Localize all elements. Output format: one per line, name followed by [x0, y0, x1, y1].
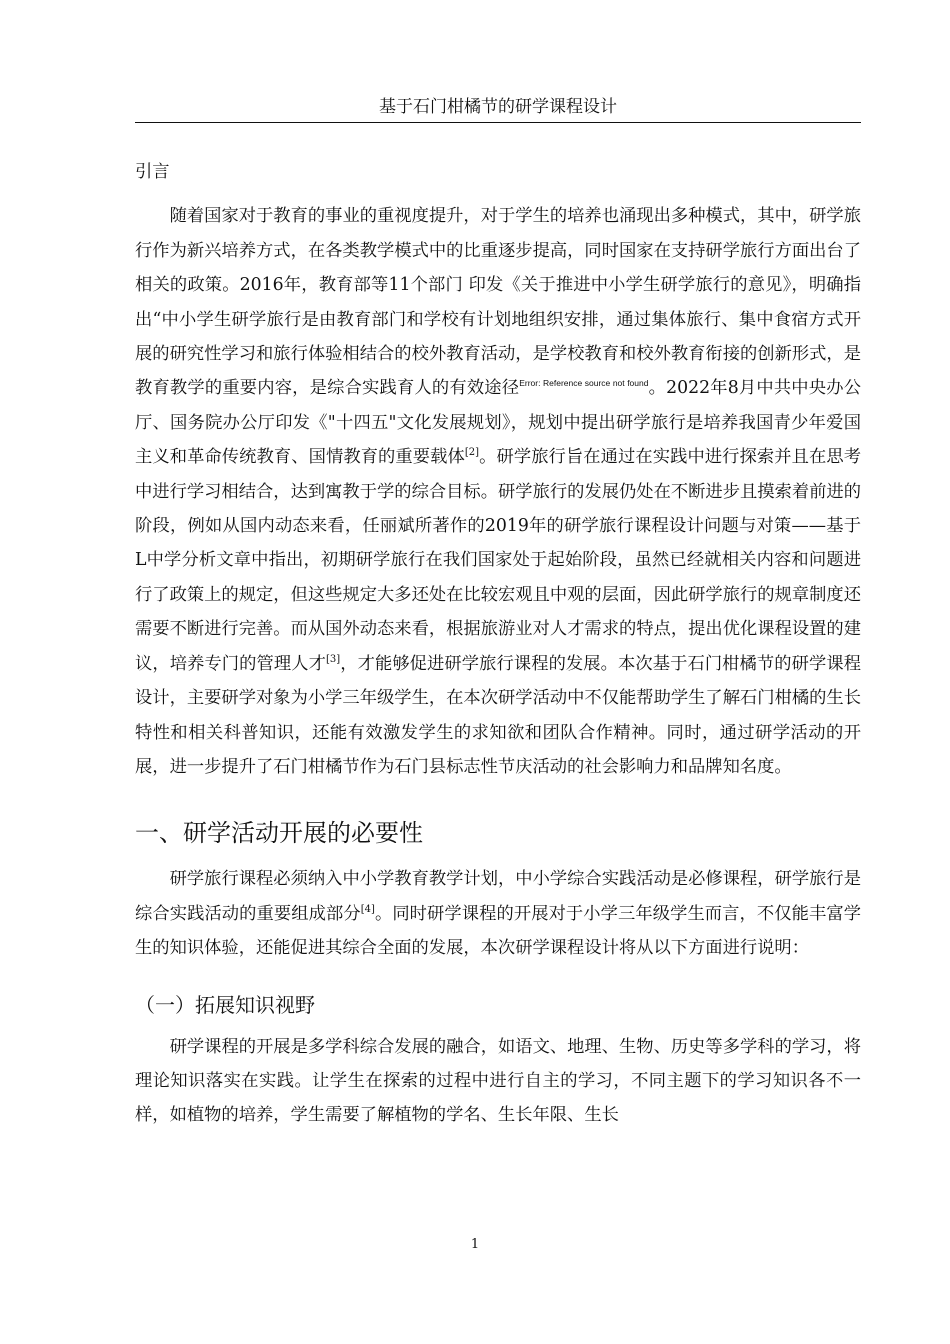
- intro-text-1: 随着国家对于教育的事业的重视度提升，对于学生的培养也涌现出多种模式，其中，研学旅行作为新兴培养方式，在各类教学模式中的比重逐步提高，同时国家在支持研学旅行方面出台了相关的政策。2016年，教育部等11个部门 印发《关于推进中小学生研学旅行的意见》，明确指出“中小学生研学旅行是由教育部门和学校有计划地组织安排，通过集体旅行、集中食宿方式开展的研究性学习和旅行体验相结合的校外教育活动，是学校教育和校外教育衔接的创新形式，是教育教学的重要内容，是综合实践育人的有效途径: [135, 206, 861, 399]
- intro-text-3: 。研学旅行旨在通过在实践中进行探索并且在思考中进行学习相结合，达到寓教于学的综合目标。研学旅行的发展仍处在不断进步且摸索着前进的阶段，例如从国内动态来看，任丽斌所著作的2019年的研学旅行课程设计问题与对策——基于L中学分析文章中指出，初期研学旅行在我们国家处于起始阶段，虽然已经就相关内容和问题进行了政策上的规定，但这些规定大多还处在比较宏观且中观的层面，因此研学旅行的规章制度还需要不断进行完善。而从国外动态来看，根据旅游业对人才需求的特点，提出优化课程设置的建议，培养专门的管理人才: [135, 447, 861, 674]
- citation-3: [3]: [325, 653, 341, 665]
- intro-label: 引言: [135, 162, 170, 182]
- intro-paragraph: [135, 199, 861, 784]
- subsection-paragraph: 研学课程的开展是多学科综合发展的融合，如语文、地理、生物、历史等多学科的学习，将理论知识落实在实践。让学生在探索的过程中进行自主的学习，不同主题下的学习知识各不一样，如植物的培养，学生需要了解植物的学名、生长年限、生长: [135, 1036, 861, 1126]
- header-title: 基于石门柑橘节的研学课程设计: [379, 97, 617, 117]
- page-number: 1: [470, 1237, 480, 1252]
- section-text-1: 研学旅行课程必须纳入中小学教育教学计划，中小学综合实践活动是必修课程，研学旅行是综合实践活动的重要组成部分: [135, 869, 861, 924]
- citation-2: [2]: [464, 447, 480, 459]
- intro-text-4: ，才能够促进研学旅行课程的发展。本次基于石门柑橘节的研学课程设计，主要研学对象为小学三年级学生，在本次研学活动中不仅能帮助学生了解石门柑橘的生长特性和相关科普知识，还能有效激发学生的求知欲和团队合作精神。同时，通过研学活动的开展，进一步提升了石门柑橘节作为石门县标志性节庆活动的社会影响力和品牌知名度。: [135, 653, 861, 777]
- page-header: [135, 92, 861, 123]
- document-body: [135, 155, 861, 1133]
- section-text-2: 。同时研学课程的开展对于小学三年级学生而言，不仅能丰富学生的知识体验，还能促进其综合全面的发展，本次研学课程设计将从以下方面进行说明：: [135, 903, 861, 959]
- section-heading: 一、研学活动开展的必要性: [135, 819, 423, 848]
- citation-4: [4]: [360, 903, 375, 915]
- section-paragraph: [135, 862, 861, 965]
- subsection-heading: （一）拓展知识视野: [135, 992, 315, 1017]
- error-reference: Error: Reference source not found: [519, 378, 649, 389]
- intro-text-2: 。2022年8月中共中央办公厅、国务院办公厅印发《"十四五"文化发展规划》，规划中提出研学旅行是培养我国青少年爱国主义和革命传统教育、国情教育的重要载体: [135, 378, 861, 468]
